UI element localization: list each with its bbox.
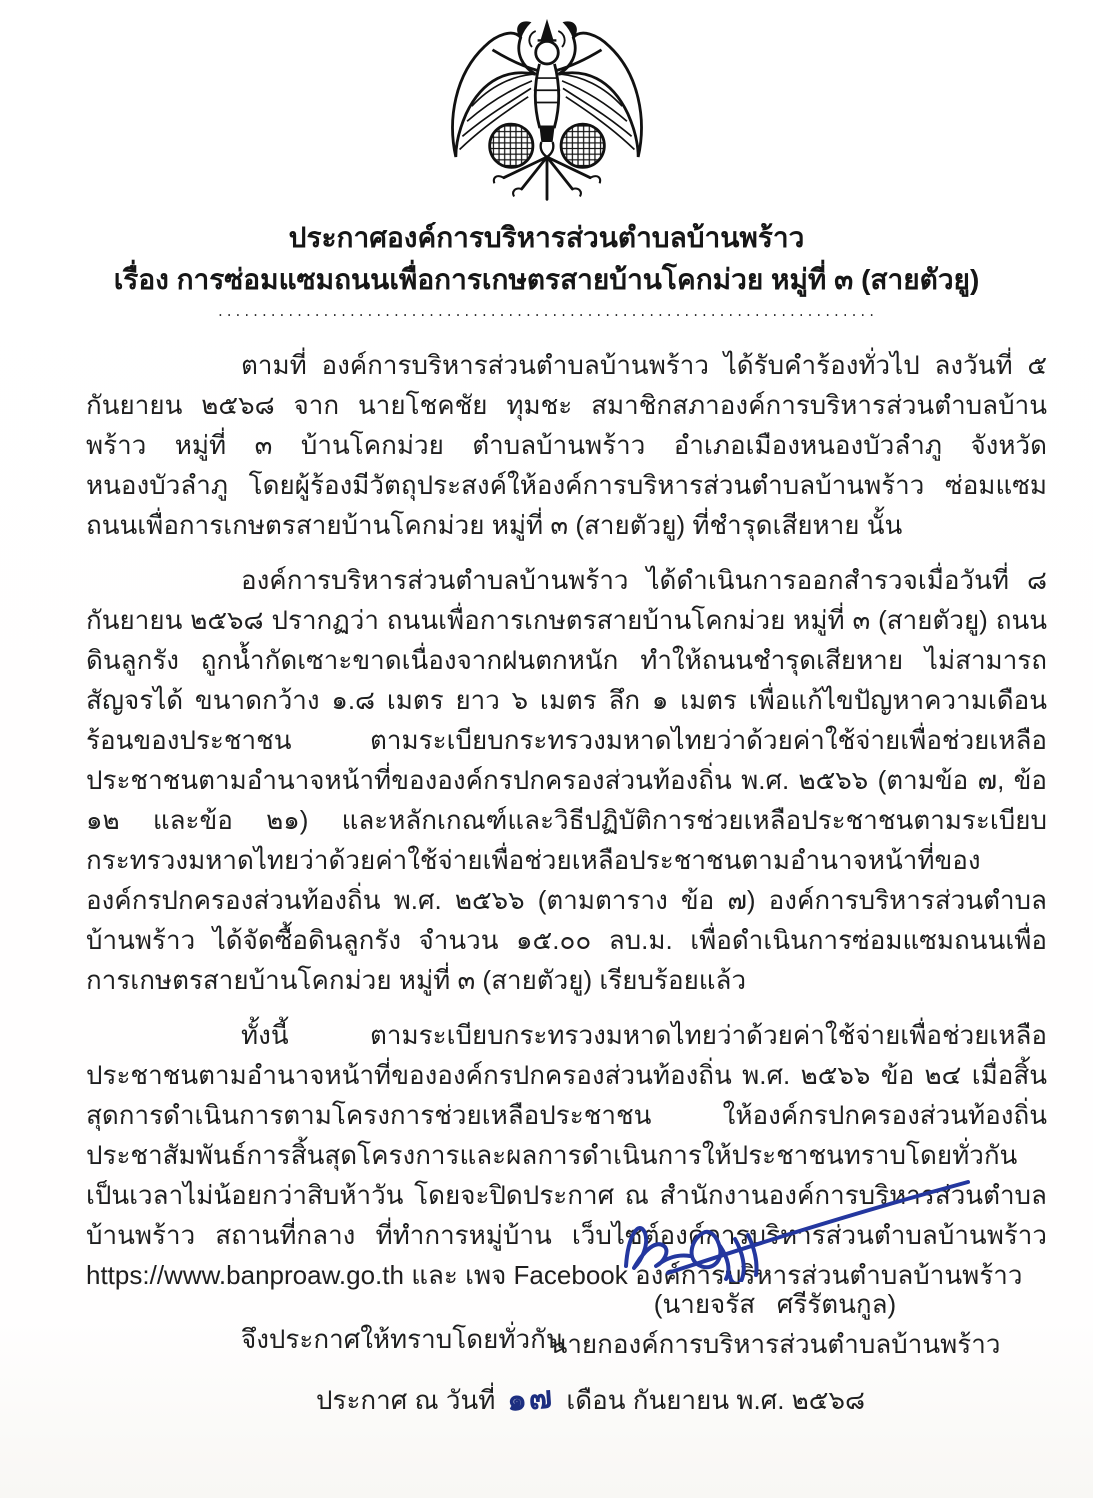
announcement-subject: เรื่อง การซ่อมแซมถนนเพื่อการเกษตรสายบ้านโคกม่วย หมู่ที่ ๓ (สายตัวยู)	[113, 264, 980, 295]
announcement-title: ประกาศองค์การบริหารส่วนตำบลบ้านพร้าว	[288, 222, 805, 253]
signer-name: (นายจรัส ศรีรัตนกูล)	[653, 1289, 897, 1319]
signature-ink	[598, 1178, 978, 1282]
closing-statement: จึงประกาศให้ทราบโดยทั่วกัน	[241, 1324, 564, 1354]
signer-position: นายกองค์การบริหารส่วนตำบลบ้านพร้าว	[549, 1329, 1001, 1359]
date-line	[316, 1379, 1047, 1420]
dotted-divider: ...........................................................................	[216, 305, 877, 320]
paragraph-2: องค์การบริหารส่วนตำบลบ้านพร้าว ได้ดำเนินการออกสำรวจเมื่อวันที่ ๘ กันยายน ๒๕๖๘ ปรากฏว่า ถนนเพื่อการเกษตรสายบ้านโคกม่วย หมู่ที่ ๓ (สายตัวยู) ถนนดินลูกรัง ถูกน้ำกัดเซาะขาดเนื่องจากฝนตกหนัก ทำให้ถนนชำรุดเสียหาย ไม่สามารถสัญจรได้ ขนาดกว้าง ๑.๘ เมตร ยาว ๖ เมตร ลึก ๑ เมตร เพื่อแก้ไขปัญหาความเดือนร้อนของประชาชน ตามระเบียบกระทรวงมหาดไทยว่าด้วยค่าใช้จ่ายเพื่อช่วยเหลือประชาชนตามอำนาจหน้าที่ขององค์กรปกครองส่วนท้องถิ่น พ.ศ. ๒๕๖๖ (ตามข้อ ๗, ข้อ ๑๒ และข้อ ๒๑) และหลักเกณฑ์และวิธีปฏิบัติการช่วยเหลือประชาชนตามระเบียบกระทรวงมหาดไทยว่าด้วยค่าใช้จ่ายเพื่อช่วยเหลือประชาชนตามอำนาจหน้าที่ขององค์กรปกครองส่วนท้องถิ่น พ.ศ. ๒๕๖๖ (ตามตาราง ข้อ ๗) องค์การบริหารส่วนตำบลบ้านพร้าว ได้จัดซื้อดินลูกรัง จำนวน ๑๕.๐๐ ลบ.ม. เพื่อดำเนินการซ่อมแซมถนนเพื่อการเกษตรสายบ้านโคกม่วย หมู่ที่ ๓ (สายตัวยู) เรียบร้อยแล้ว	[86, 565, 1047, 995]
date-prefix: ประกาศ ณ วันที่	[316, 1385, 496, 1415]
signature-block	[540, 1178, 1010, 1364]
handwritten-day: ๑๗	[506, 1379, 556, 1418]
title-block	[0, 217, 1093, 301]
emblem-container	[0, 0, 1093, 209]
date-suffix: เดือน กันยายน พ.ศ. ๒๕๖๘	[566, 1385, 866, 1415]
garuda-emblem	[433, 16, 661, 204]
paragraph-3: ทั้งนี้ ตามระเบียบกระทรวงมหาดไทยว่าด้วยค่าใช้จ่ายเพื่อช่วยเหลือประชาชนตามอำนาจหน้าที่ขององค์กรปกครองส่วนท้องถิ่น พ.ศ. ๒๕๖๖ ข้อ ๒๔ เมื่อสิ้นสุดการดำเนินการตามโครงการช่วยเหลือประชาชน ให้องค์กรปกครองส่วนท้องถิ่นประชาสัมพันธ์การสิ้นสุดโครงการและผลการดำเนินการให้ประชาชนทราบโดยทั่วกัน เป็นเวลาไม่น้อยกว่าสิบห้าวัน โดยจะปิดประกาศ ณ สำนักงานองค์การบริหารส่วนตำบลบ้านพร้าว สถานที่กลาง ที่ทำการหมู่บ้าน เว็บไซต์องค์การบริหารส่วนตำบลบ้านพร้าว https://www.banproaw.go.th และ เพจ Facebook องค์การบริหารส่วนตำบลบ้านพร้าว	[86, 1020, 1047, 1290]
paragraph-1: ตามที่ องค์การบริหารส่วนตำบลบ้านพร้าว ได้รับคำร้องทั่วไป ลงวันที่ ๕ กันยายน ๒๕๖๘ จาก นายโชคชัย ทุมชะ สมาชิกสภาองค์การบริหารส่วนตำบลบ้านพร้าว หมู่ที่ ๓ บ้านโคกม่วย ตำบลบ้านพร้าว อำเภอเมืองหนองบัวลำภู จังหวัดหนองบัวลำภู โดยผู้ร้องมีวัตถุประสงค์ให้องค์การบริหารส่วนตำบลบ้านพร้าว ซ่อมแซมถนนเพื่อการเกษตรสายบ้านโคกม่วย หมู่ที่ ๓ (สายตัวยู) ที่ชำรุดเสียหาย นั้น	[86, 350, 1047, 540]
